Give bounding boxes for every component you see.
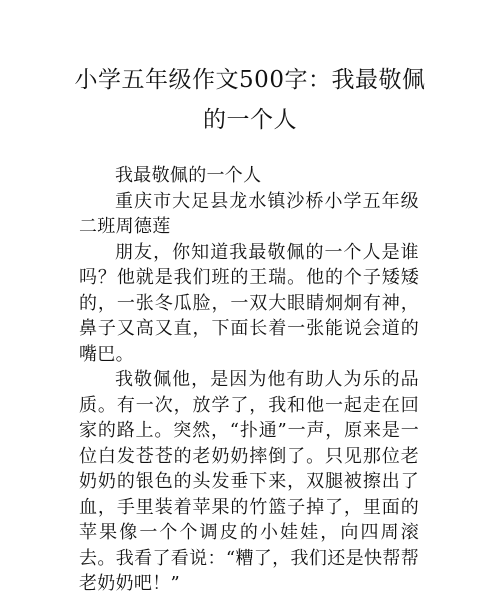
author-line: 重庆市大足县龙水镇沙桥小学五年级二班周德莲: [79, 190, 419, 237]
document-title-line-2: 的一个人: [203, 107, 297, 133]
paragraph-1: 朋友，你知道我最敬佩的一个人是谁吗？他就是我们班的王瑞。他的个子矮矮的，一张冬瓜脸，一双大眼睛炯炯有神，鼻子又高又直，下面长着一张能说会道的嘴巴。: [79, 241, 419, 365]
article-heading: 我最敬佩的一个人: [115, 165, 262, 186]
document-title-line-1: 小学五年级作文500字：我最敬佩: [74, 67, 426, 93]
article-body: [79, 163, 419, 597]
paragraph-2: 我敬佩他，是因为他有助人为乐的品质。有一次，放学了，我和他一起走在回家的路上。突然，“扑通”一声，原来是一位白发苍苍的老奶奶摔倒了。只见那位老奶奶的银色的头发垂下来，双腿被擦出了血，手里装着苹果的竹篮子掉了，里面的苹果像一个个调皮的小娃娃，向四周滚去。我看了看说：“糟了，我们还是快帮帮老奶奶吧！”: [79, 369, 419, 594]
